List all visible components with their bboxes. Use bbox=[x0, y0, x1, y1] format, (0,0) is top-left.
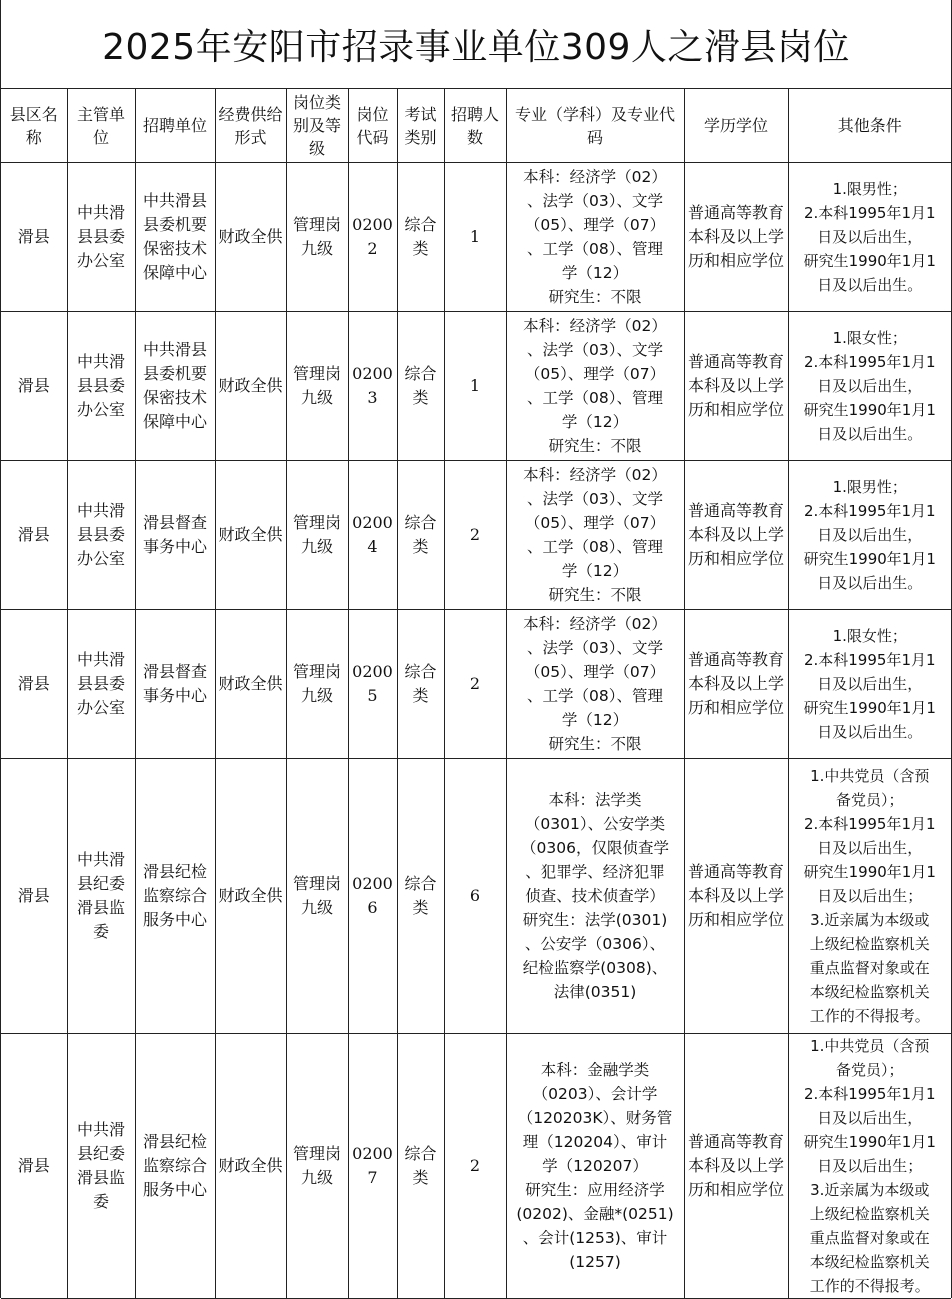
major-line: 学（12） bbox=[561, 562, 629, 580]
other-line: 2.本科1995年1月1 bbox=[803, 204, 936, 222]
major-line: 、公安学（0306）、 bbox=[524, 935, 666, 953]
cell-exam: 综合类 bbox=[397, 163, 444, 312]
cell-major bbox=[506, 759, 684, 1034]
cell-category: 管理岗九级 bbox=[286, 1034, 348, 1299]
other-line: 日及以后出生， bbox=[817, 228, 923, 246]
cell-major bbox=[506, 163, 684, 312]
major-line: （120203K）、财务管 bbox=[517, 1109, 673, 1127]
other-line: 3.近亲属为本级或 bbox=[810, 911, 930, 929]
other-line: 日及以后出生。 bbox=[817, 425, 923, 443]
cell-category: 管理岗九级 bbox=[286, 461, 348, 610]
major-line: 学（12） bbox=[561, 264, 629, 282]
major-line: 、会计(1253)、审计 bbox=[522, 1229, 668, 1247]
other-line: 日及以后出生， bbox=[817, 526, 923, 544]
cell-count: 2 bbox=[444, 1034, 506, 1299]
other-line: 研究生1990年1月1 bbox=[803, 252, 936, 270]
cell-supervisor: 中共滑县县委办公室 bbox=[67, 312, 135, 461]
cell-major bbox=[506, 610, 684, 759]
major-line: 本科：经济学（02） bbox=[523, 466, 667, 484]
other-line: 上级纪检监察机关 bbox=[809, 935, 930, 953]
cell-unit: 滑县督查事务中心 bbox=[135, 461, 215, 610]
header-code: 岗位代码 bbox=[348, 89, 397, 163]
other-line: 2.本科1995年1月1 bbox=[803, 815, 936, 833]
major-line: 、工学（08）、管理 bbox=[527, 538, 663, 556]
cell-unit: 滑县纪检监察综合服务中心 bbox=[135, 1034, 215, 1299]
cell-county: 滑县 bbox=[1, 1034, 67, 1299]
major-line: （0203）、会计学 bbox=[532, 1085, 658, 1103]
cell-supervisor: 中共滑县县委办公室 bbox=[67, 163, 135, 312]
major-line: 本科：金融学类 bbox=[540, 1061, 650, 1079]
other-line: 日及以后出生， bbox=[817, 675, 923, 693]
cell-count: 6 bbox=[444, 759, 506, 1034]
major-line: 、工学（08）、管理 bbox=[527, 240, 663, 258]
other-line: 日及以后出生， bbox=[817, 839, 923, 857]
cell-code: 02006 bbox=[348, 759, 397, 1034]
other-line: 2.本科1995年1月1 bbox=[803, 502, 936, 520]
cell-degree: 普通高等教育本科及以上学历和相应学位 bbox=[684, 610, 788, 759]
cell-supervisor: 中共滑县县委办公室 bbox=[67, 610, 135, 759]
header-exam: 考试类别 bbox=[397, 89, 444, 163]
cell-exam: 综合类 bbox=[397, 759, 444, 1034]
cell-degree: 普通高等教育本科及以上学历和相应学位 bbox=[684, 1034, 788, 1299]
cell-county: 滑县 bbox=[1, 759, 67, 1034]
other-line: 日及以后出生， bbox=[817, 377, 923, 395]
major-line: （05）、理学（07） bbox=[524, 365, 666, 383]
other-line: 研究生1990年1月1 bbox=[803, 401, 936, 419]
major-line: （05）、理学（07） bbox=[524, 216, 666, 234]
other-line: 日及以后出生， bbox=[817, 1109, 923, 1127]
major-line: 、法学（03）、文学 bbox=[527, 490, 663, 508]
cell-category: 管理岗九级 bbox=[286, 163, 348, 312]
major-line: 、法学（03）、文学 bbox=[527, 639, 663, 657]
cell-exam: 综合类 bbox=[397, 1034, 444, 1299]
other-line: 1.中共党员（含预 bbox=[810, 1037, 930, 1055]
other-line: 日及以后出生； bbox=[817, 887, 923, 905]
header-category: 岗位类别及等级 bbox=[286, 89, 348, 163]
other-line: 备党员）； bbox=[835, 791, 904, 809]
header-unit: 招聘单位 bbox=[135, 89, 215, 163]
cell-code: 02007 bbox=[348, 1034, 397, 1299]
other-line: 日及以后出生； bbox=[817, 1157, 923, 1175]
major-line: 研究生：不限 bbox=[548, 288, 642, 306]
cell-degree: 普通高等教育本科及以上学历和相应学位 bbox=[684, 312, 788, 461]
cell-other bbox=[788, 163, 951, 312]
cell-code: 02003 bbox=[348, 312, 397, 461]
major-line: 学（12） bbox=[561, 711, 629, 729]
cell-unit: 滑县纪检监察综合服务中心 bbox=[135, 759, 215, 1034]
major-line: （0306，仅限侦查学 bbox=[521, 839, 669, 857]
cell-funding: 财政全供 bbox=[215, 1034, 286, 1299]
major-line: 学（120207） bbox=[542, 1157, 648, 1175]
cell-county: 滑县 bbox=[1, 163, 67, 312]
other-line: 1.限女性； bbox=[832, 627, 907, 645]
header-major: 专业（学科）及专业代码 bbox=[506, 89, 684, 163]
other-line: 工作的不得报考。 bbox=[809, 1277, 930, 1295]
table-row bbox=[1, 610, 951, 759]
cell-degree: 普通高等教育本科及以上学历和相应学位 bbox=[684, 163, 788, 312]
cell-exam: 综合类 bbox=[397, 461, 444, 610]
major-line: 法律(0351) bbox=[553, 983, 637, 1001]
header-funding: 经费供给形式 bbox=[215, 89, 286, 163]
table-row bbox=[1, 759, 951, 1034]
major-line: 、工学（08）、管理 bbox=[527, 687, 663, 705]
other-line: 本级纪检监察机关 bbox=[809, 1253, 930, 1271]
other-line: 研究生1990年1月1 bbox=[803, 1133, 936, 1151]
other-line: 1.限男性； bbox=[832, 180, 907, 198]
other-line: 研究生1990年1月1 bbox=[803, 550, 936, 568]
cell-count: 2 bbox=[444, 461, 506, 610]
major-line: （0301）、公安学类 bbox=[524, 815, 666, 833]
table-row bbox=[1, 1034, 951, 1299]
other-line: 日及以后出生。 bbox=[817, 723, 923, 741]
cell-funding: 财政全供 bbox=[215, 312, 286, 461]
other-line: 1.限女性； bbox=[832, 329, 907, 347]
major-line: 研究生：应用经济学 bbox=[525, 1181, 665, 1199]
other-line: 2.本科1995年1月1 bbox=[803, 353, 936, 371]
header-count: 招聘人数 bbox=[444, 89, 506, 163]
other-line: 2.本科1995年1月1 bbox=[803, 1085, 936, 1103]
cell-funding: 财政全供 bbox=[215, 759, 286, 1034]
cell-major bbox=[506, 1034, 684, 1299]
cell-degree: 普通高等教育本科及以上学历和相应学位 bbox=[684, 759, 788, 1034]
other-line: 研究生1990年1月1 bbox=[803, 699, 936, 717]
cell-major bbox=[506, 312, 684, 461]
other-line: 重点监督对象或在 bbox=[809, 1229, 930, 1247]
major-line: 研究生：不限 bbox=[548, 586, 642, 604]
header-degree: 学历学位 bbox=[684, 89, 788, 163]
page-title: 2025年安阳市招录事业单位309人之滑县岗位 bbox=[1, 0, 951, 89]
cell-code: 02005 bbox=[348, 610, 397, 759]
cell-unit: 中共滑县县委机要保密技术保障中心 bbox=[135, 163, 215, 312]
major-line: 学（12） bbox=[561, 413, 629, 431]
major-line: （05）、理学（07） bbox=[524, 514, 666, 532]
other-line: 本级纪检监察机关 bbox=[809, 983, 930, 1001]
cell-exam: 综合类 bbox=[397, 312, 444, 461]
cell-county: 滑县 bbox=[1, 610, 67, 759]
other-line: 备党员）； bbox=[835, 1061, 904, 1079]
cell-county: 滑县 bbox=[1, 312, 67, 461]
major-line: 本科：经济学（02） bbox=[523, 317, 667, 335]
cell-unit: 滑县督查事务中心 bbox=[135, 610, 215, 759]
table-row bbox=[1, 461, 951, 610]
major-line: 、法学（03）、文学 bbox=[527, 192, 663, 210]
major-line: 研究生：不限 bbox=[548, 735, 642, 753]
major-line: （05）、理学（07） bbox=[524, 663, 666, 681]
cell-funding: 财政全供 bbox=[215, 461, 286, 610]
major-line: 、工学（08）、管理 bbox=[527, 389, 663, 407]
other-line: 工作的不得报考。 bbox=[809, 1007, 930, 1025]
other-line: 重点监督对象或在 bbox=[809, 959, 930, 977]
table-row bbox=[1, 312, 951, 461]
table-header-row bbox=[1, 89, 951, 163]
major-line: 研究生：法学(0301) bbox=[522, 911, 668, 929]
cell-other bbox=[788, 312, 951, 461]
other-line: 研究生1990年1月1 bbox=[803, 863, 936, 881]
other-line: 1.中共党员（含预 bbox=[810, 767, 930, 785]
cell-degree: 普通高等教育本科及以上学历和相应学位 bbox=[684, 461, 788, 610]
cell-county: 滑县 bbox=[1, 461, 67, 610]
cell-other bbox=[788, 610, 951, 759]
cell-other bbox=[788, 461, 951, 610]
cell-major bbox=[506, 461, 684, 610]
table-row bbox=[1, 163, 951, 312]
major-line: 纪检监察学(0308)、 bbox=[522, 959, 668, 977]
cell-exam: 综合类 bbox=[397, 610, 444, 759]
major-line: 研究生：不限 bbox=[548, 437, 642, 455]
major-line: (1257) bbox=[569, 1253, 621, 1271]
header-supervisor: 主管单位 bbox=[67, 89, 135, 163]
cell-supervisor: 中共滑县纪委滑县监委 bbox=[67, 759, 135, 1034]
major-line: 侦查、技术侦查学） bbox=[525, 887, 665, 905]
major-line: 本科：经济学（02） bbox=[523, 615, 667, 633]
cell-funding: 财政全供 bbox=[215, 610, 286, 759]
header-county: 县区名称 bbox=[1, 89, 67, 163]
cell-count: 2 bbox=[444, 610, 506, 759]
major-line: 本科：法学类 bbox=[548, 791, 642, 809]
cell-code: 02004 bbox=[348, 461, 397, 610]
other-line: 2.本科1995年1月1 bbox=[803, 651, 936, 669]
cell-category: 管理岗九级 bbox=[286, 759, 348, 1034]
major-line: 本科：经济学（02） bbox=[523, 168, 667, 186]
cell-other bbox=[788, 1034, 951, 1299]
other-line: 上级纪检监察机关 bbox=[809, 1205, 930, 1223]
cell-supervisor: 中共滑县县委办公室 bbox=[67, 461, 135, 610]
major-line: (0202)、金融*(0251) bbox=[516, 1205, 674, 1223]
other-line: 3.近亲属为本级或 bbox=[810, 1181, 930, 1199]
positions-table bbox=[1, 88, 951, 1299]
cell-funding: 财政全供 bbox=[215, 163, 286, 312]
major-line: 、法学（03）、文学 bbox=[527, 341, 663, 359]
other-line: 日及以后出生。 bbox=[817, 276, 923, 294]
major-line: 理（120204）、审计 bbox=[522, 1133, 668, 1151]
cell-unit: 中共滑县县委机要保密技术保障中心 bbox=[135, 312, 215, 461]
cell-code: 02002 bbox=[348, 163, 397, 312]
cell-other bbox=[788, 759, 951, 1034]
cell-category: 管理岗九级 bbox=[286, 312, 348, 461]
major-line: 、犯罪学、经济犯罪 bbox=[525, 863, 665, 881]
cell-count: 1 bbox=[444, 163, 506, 312]
cell-count: 1 bbox=[444, 312, 506, 461]
header-other: 其他条件 bbox=[788, 89, 951, 163]
other-line: 1.限男性； bbox=[832, 478, 907, 496]
other-line: 日及以后出生。 bbox=[817, 574, 923, 592]
cell-category: 管理岗九级 bbox=[286, 610, 348, 759]
cell-supervisor: 中共滑县纪委滑县监委 bbox=[67, 1034, 135, 1299]
